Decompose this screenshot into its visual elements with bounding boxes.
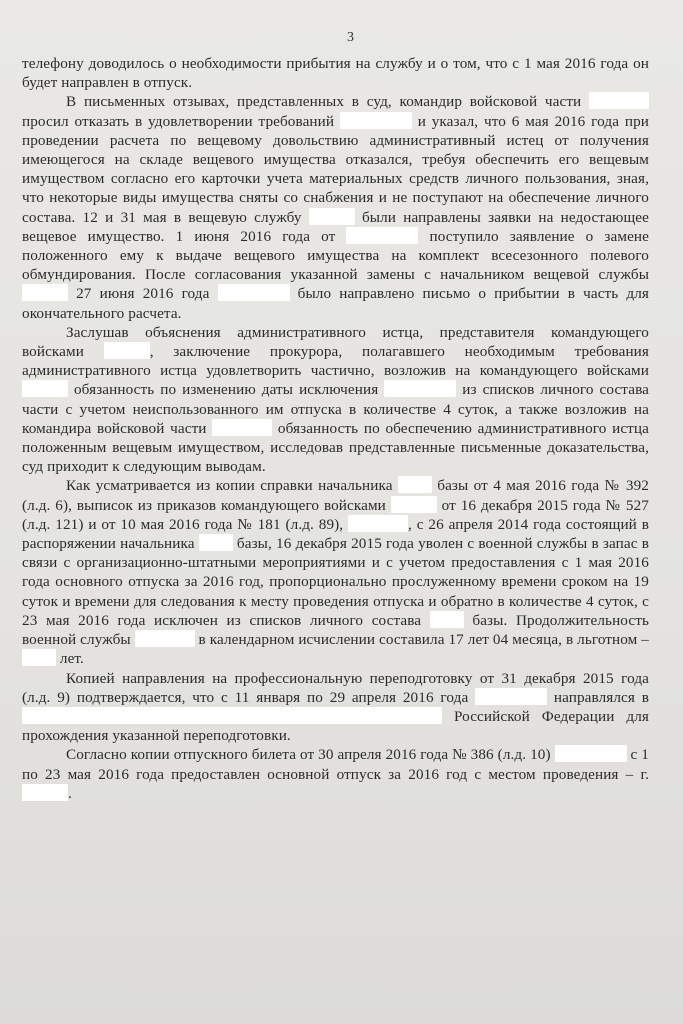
paragraph: В письменных отзывах, представленных в суд, командир войсковой части просил отказать в удовлетворении требований и указал, что 6 мая 2016 года при проведении расчета по вещевому довольствию административный истец от получения имеющегося на складе вещевого имущества отказался, требуя обеспечить его вещевым имуществом согласно его карточки учета материальных средств личного пользования, зная, что некоторые виды имущества сняты со снабжения и не поступают на обеспечение личного состава. 12 и 31 мая в вещевую службу были направлены заявки на недостающее вещевое имущество. 1 июня 2016 года от поступило заявление о замене положенного ему к выдаче вещевого имущества на комплект всесезонного полевого обмундирования. После согласования указанной замены с начальником вещевой службы 27 июня 2016 года было направлено письмо о прибытии в часть для окончательного расчета.: [22, 93, 649, 322]
redaction: [384, 380, 456, 397]
paragraph: Как усматривается из копии справки начальника базы от 4 мая 2016 года № 392 (л.д. 6), выписок из приказов командующего войсками от 16 декабря 2015 года № 527 (л.д. 121) и от 10 мая 2016 года № 181 (л.д. 89), , с 26 апреля 2014 года состоящий в распоряжении начальника базы, 16 декабря 2015 года уволен с военной службы в запас в связи с организационно-штатными мероприятиями и с учетом предоставления с 1 мая 2016 года основного отпуска за 2016 год, пропорционально прослуженному времени сроком на 19 суток и времени для следования к месту проведения отпуска и обратно в количестве 4 суток, с 23 мая 2016 года исключен из списков личного состава базы. Продолжительность военной службы в календарном исчислении составила 17 лет 04 месяца, в льготном – лет.: [22, 477, 650, 668]
paragraph: телефону доводилось о необходимости прибытия на службу и о том, что с 1 мая 2016 года он будет направлен в отпуск.: [22, 55, 649, 92]
paragraph: Согласно копии отпускного билета от 30 апреля 2016 года № 386 (л.д. 10) с 1 по 23 мая 2016 года предоставлен основной отпуск за 2016 год с местом проведения – г. .: [22, 746, 649, 802]
redaction: [22, 284, 68, 301]
redaction: [340, 112, 412, 129]
redaction: [22, 707, 442, 724]
redaction: [22, 784, 68, 801]
redaction: [430, 611, 464, 628]
redaction: [22, 380, 68, 397]
redaction: [218, 284, 290, 301]
redaction: [212, 419, 272, 436]
redaction: [555, 745, 627, 762]
redaction: [589, 92, 649, 109]
document-body: [22, 54, 649, 803]
redaction: [104, 342, 150, 359]
redaction: [135, 630, 195, 647]
redaction: [398, 476, 432, 493]
page-number: 3: [347, 30, 354, 45]
redaction: [348, 515, 408, 532]
redaction: [22, 649, 56, 666]
redaction: [309, 208, 355, 225]
redaction: [391, 496, 437, 513]
redaction: [199, 534, 233, 551]
paragraph: Заслушав объяснения административного истца, представителя командующего войсками , заключение прокурора, полагавшего необходимым требования административного истца удовлетворить частично, возложив на командующего войсками обязанность по изменению даты исключения из списков личного состава части с учетом неиспользованного им отпуска в количестве 4 суток, а также возложив на командира войсковой части обязанность по обеспечению административного истца положенным вещевым имуществом, исследовав представленные письменные доказательства, суд приходит к следующим выводам.: [22, 323, 649, 476]
paragraph: Копией направления на профессиональную переподготовку от 31 декабря 2015 года (л.д. 9) подтверждается, что с 11 января по 29 апреля 2016 года направлялся в Российской Федерации для прохождения указанной переподготовки.: [22, 669, 650, 745]
redaction: [346, 227, 418, 244]
redaction: [475, 688, 547, 705]
